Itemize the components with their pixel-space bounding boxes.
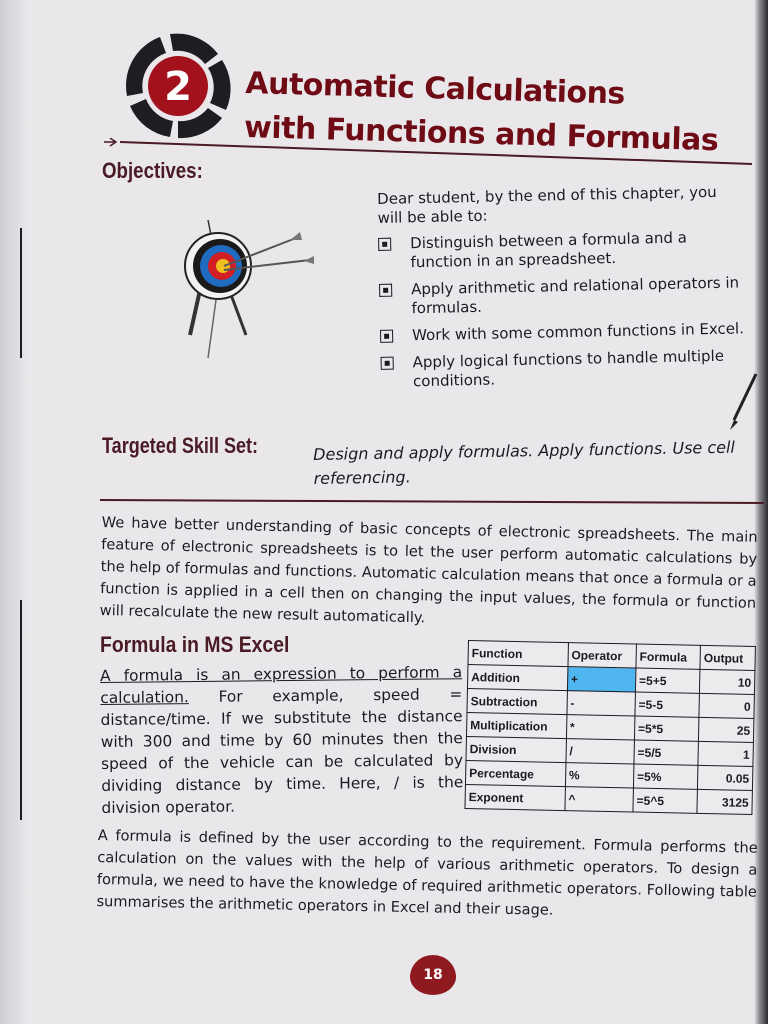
- page-gutter-shadow: [0, 0, 28, 1024]
- objectives-list: [376, 227, 749, 400]
- cell-operator: -: [567, 691, 636, 716]
- formula-definition-rest: For example, speed = distance/time. If we substitute the distance with 300 and time by 60 minutes then the speed of the vehicle can be calculated by dividing distance by time. Here, / is the division operator.: [100, 685, 464, 817]
- cell-function: Division: [466, 736, 566, 762]
- intro-paragraph: We have better understanding of basic concepts of electronic spreadsheets. The main feature of electronic spreadsheets is to let the user perform automatic calculations by the help of formulas and functions. Automatic calculation means that once a formula or a function is applied in a cell then on changing the input values, the formula or function will recalculate the new result automatically.: [99, 513, 758, 627]
- header-formula: Formula: [636, 644, 701, 669]
- cell-function: Subtraction: [467, 688, 567, 714]
- margin-pencil-mark: [18, 600, 24, 820]
- cell-function: Multiplication: [466, 712, 566, 738]
- cell-function: Percentage: [465, 760, 565, 786]
- objective-item: Apply arithmetic and relational operators in formulas.: [377, 273, 748, 319]
- formula-usage-paragraph: A formula is defined by the user according to the requirement. Formula performs the calculation on the values with the help of various arithmetic operators. To design a formula, we need to have the knowledge of required arithmetic operators. Following table summarises the arithmetic operators in Excel and their usage.: [96, 826, 758, 919]
- cell-operator: %: [565, 763, 634, 788]
- cell-output: 1: [698, 741, 753, 766]
- arithmetic-operators-table: [464, 640, 755, 815]
- cell-function: Exponent: [465, 784, 565, 810]
- chapter-number: 2: [164, 64, 192, 110]
- pen-icon: [712, 372, 762, 432]
- cell-formula: =5%: [633, 764, 698, 789]
- target-arrows-illustration: [178, 210, 318, 360]
- bullet-box-icon: [381, 357, 394, 370]
- cell-formula: =5+5: [635, 668, 700, 693]
- header-function: Function: [468, 641, 568, 667]
- objective-item: Distinguish between a formula and a function in an spreadsheet.: [376, 227, 747, 273]
- cell-output: 25: [699, 717, 754, 742]
- table-row: [465, 784, 752, 814]
- cell-operator-highlighted: +: [567, 667, 636, 692]
- objective-item: Work with some common functions in Excel.: [378, 319, 748, 346]
- formula-definition-underlined: A formula is an expression to perform a calculation.: [100, 663, 463, 707]
- formula-definition-paragraph: [100, 661, 464, 819]
- cell-operator: /: [566, 739, 635, 764]
- skill-set-heading: Targeted Skill Set:: [102, 433, 259, 458]
- chapter-badge: [118, 30, 238, 142]
- cell-operator: ^: [565, 787, 634, 812]
- cell-formula: =5/5: [634, 740, 699, 765]
- header-output: Output: [700, 645, 755, 670]
- objectives-heading: Objectives:: [102, 158, 203, 183]
- objectives-intro: Dear student, by the end of this chapter, you will be able to:: [377, 182, 717, 227]
- page-number-badge: 18: [410, 955, 456, 995]
- cell-output: 0: [699, 693, 754, 718]
- cell-operator: *: [566, 715, 635, 740]
- cell-formula: =5^5: [633, 788, 698, 813]
- chapter-title-line1: Automatic Calculations: [244, 65, 626, 112]
- header-operator: Operator: [568, 643, 637, 668]
- objective-item: Apply logical functions to handle multiple conditions.: [378, 346, 749, 392]
- margin-pencil-mark: [18, 228, 24, 358]
- chapter-title-line2: with Functions and Formulas: [243, 109, 719, 159]
- skill-set-text: Design and apply formulas. Apply functions. Use cell referencing.: [313, 437, 736, 488]
- formula-section-heading: Formula in MS Excel: [100, 632, 290, 657]
- cell-function: Addition: [467, 665, 567, 691]
- bullet-box-icon: [380, 330, 393, 343]
- cell-formula: =5*5: [634, 716, 699, 741]
- bullet-box-icon: [378, 238, 391, 251]
- cell-output: 10: [700, 669, 755, 694]
- bullet-box-icon: [379, 284, 392, 297]
- cell-formula: =5-5: [635, 692, 700, 717]
- section-divider: [100, 497, 764, 507]
- cell-output: 3125: [697, 789, 752, 814]
- cell-output: 0.05: [698, 765, 753, 790]
